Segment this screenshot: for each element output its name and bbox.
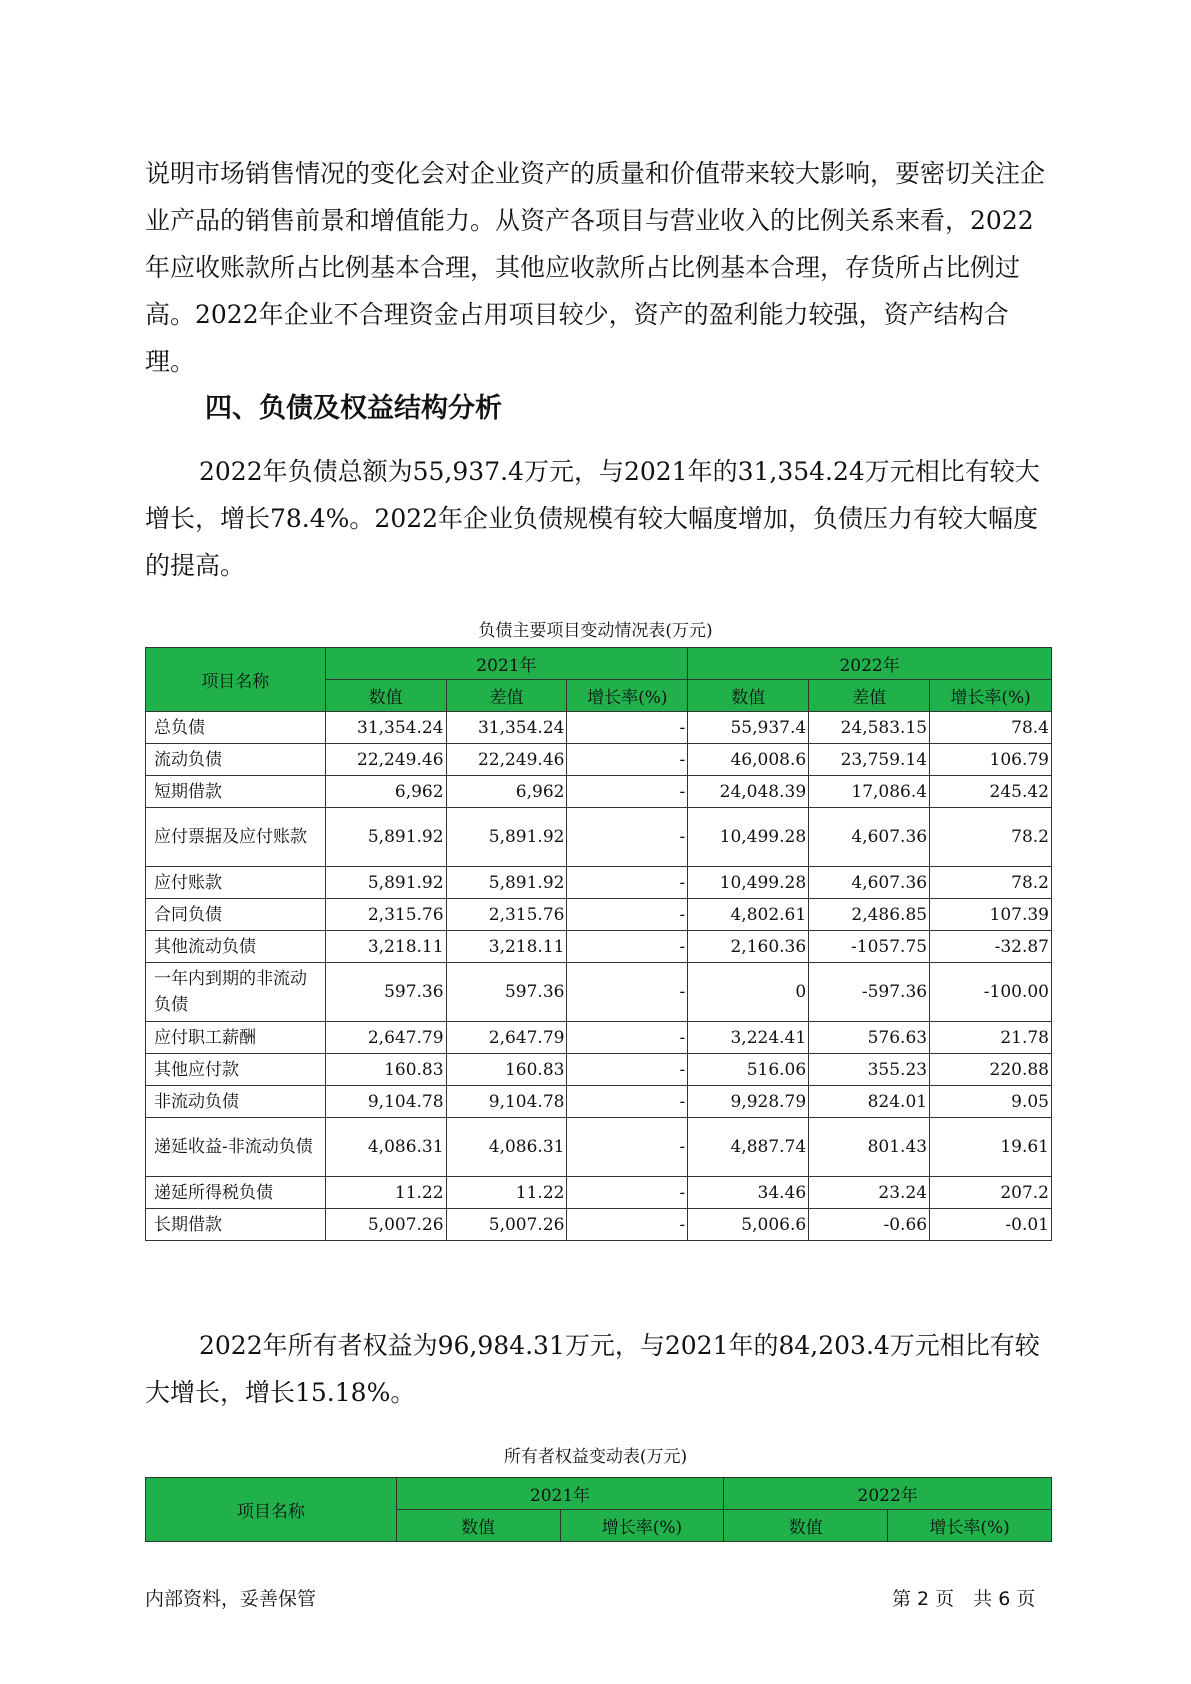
table-row xyxy=(146,744,1052,776)
cell-value-2022: 10,499.28 xyxy=(688,808,809,867)
cell-value-2021: 4,086.31 xyxy=(325,1118,446,1177)
cell-diff-2021: 2,315.76 xyxy=(446,899,567,931)
cell-diff-2022: 4,607.36 xyxy=(809,808,930,867)
cell-diff-2021: 3,218.11 xyxy=(446,931,567,963)
cell-item-name: 短期借款 xyxy=(146,776,326,808)
cell-item-name: 其他流动负债 xyxy=(146,931,326,963)
cell-value-2022: 4,887.74 xyxy=(688,1118,809,1177)
table-row xyxy=(146,776,1052,808)
cell-diff-2021: 160.83 xyxy=(446,1054,567,1086)
cell-rate-2021: - xyxy=(567,808,688,867)
equity-header-rate-2021: 增长率(%) xyxy=(560,1510,724,1542)
cell-value-2022: 55,937.4 xyxy=(688,712,809,744)
cell-item-name: 递延所得税负债 xyxy=(146,1177,326,1209)
cell-rate-2022: 220.88 xyxy=(930,1054,1052,1086)
header-value-2021: 数值 xyxy=(325,680,446,712)
cell-diff-2022: 24,583.15 xyxy=(809,712,930,744)
footer-confidential-note: 内部资料，妥善保管 xyxy=(145,1588,317,1610)
cell-diff-2021: 4,086.31 xyxy=(446,1118,567,1177)
cell-item-name: 非流动负债 xyxy=(146,1086,326,1118)
cell-value-2021: 22,249.46 xyxy=(325,744,446,776)
cell-item-name: 应付票据及应付账款 xyxy=(146,808,326,867)
section-heading: 四、负债及权益结构分析 xyxy=(205,393,502,424)
cell-value-2021: 6,962 xyxy=(325,776,446,808)
table-row xyxy=(146,1022,1052,1054)
cell-item-name: 应付职工薪酬 xyxy=(146,1022,326,1054)
cell-rate-2021: - xyxy=(567,867,688,899)
cell-value-2022: 4,802.61 xyxy=(688,899,809,931)
cell-diff-2021: 2,647.79 xyxy=(446,1022,567,1054)
cell-diff-2022: 4,607.36 xyxy=(809,867,930,899)
cell-rate-2021: - xyxy=(567,931,688,963)
cell-rate-2022: 9.05 xyxy=(930,1086,1052,1118)
cell-item-name: 合同负债 xyxy=(146,899,326,931)
cell-diff-2022: 801.43 xyxy=(809,1118,930,1177)
table-row xyxy=(146,1086,1052,1118)
cell-diff-2021: 9,104.78 xyxy=(446,1086,567,1118)
cell-diff-2022: 2,486.85 xyxy=(809,899,930,931)
cell-value-2021: 31,354.24 xyxy=(325,712,446,744)
cell-diff-2021: 5,891.92 xyxy=(446,808,567,867)
cell-rate-2022: 78.2 xyxy=(930,867,1052,899)
liabilities-table-body xyxy=(146,712,1052,1241)
cell-value-2022: 5,006.6 xyxy=(688,1209,809,1241)
header-diff-2022: 差值 xyxy=(809,680,930,712)
cell-value-2022: 34.46 xyxy=(688,1177,809,1209)
cell-diff-2021: 22,249.46 xyxy=(446,744,567,776)
table-row xyxy=(146,1054,1052,1086)
cell-rate-2022: 106.79 xyxy=(930,744,1052,776)
cell-diff-2022: 355.23 xyxy=(809,1054,930,1086)
cell-value-2022: 10,499.28 xyxy=(688,867,809,899)
table-row xyxy=(146,1209,1052,1241)
cell-value-2021: 597.36 xyxy=(325,963,446,1022)
table-caption-equity: 所有者权益变动表(万元) xyxy=(503,1447,688,1467)
cell-rate-2021: - xyxy=(567,1209,688,1241)
cell-rate-2022: -100.00 xyxy=(930,963,1052,1022)
paragraph-liability-summary: 2022年负债总额为55,937.4万元，与2021年的31,354.24万元相比有较大增长，增长78.4%。2022年企业负债规模有较大幅度增加，负债压力有较大幅度的提高。 xyxy=(145,457,1040,580)
cell-item-name: 总负债 xyxy=(146,712,326,744)
liabilities-table xyxy=(145,647,1052,1241)
cell-rate-2021: - xyxy=(567,963,688,1022)
footer-page-number: 第 2 页 共 6 页 xyxy=(892,1588,1036,1610)
cell-diff-2022: -597.36 xyxy=(809,963,930,1022)
table-row xyxy=(146,963,1052,1022)
cell-diff-2022: 23,759.14 xyxy=(809,744,930,776)
cell-value-2021: 3,218.11 xyxy=(325,931,446,963)
cell-rate-2022: -0.01 xyxy=(930,1209,1052,1241)
equity-table xyxy=(145,1477,1052,1542)
equity-header-item-name: 项目名称 xyxy=(146,1478,397,1542)
cell-diff-2021: 31,354.24 xyxy=(446,712,567,744)
cell-rate-2021: - xyxy=(567,1054,688,1086)
cell-rate-2022: 21.78 xyxy=(930,1022,1052,1054)
table-row xyxy=(146,1177,1052,1209)
cell-rate-2021: - xyxy=(567,899,688,931)
paragraph-asset-analysis: 说明市场销售情况的变化会对企业资产的质量和价值带来较大影响，要密切关注企业产品的销售前景和增值能力。从资产各项目与营业收入的比例关系来看，2022年应收账款所占比例基本合理，其他应收款所占比例基本合理，存货所占比例过高。2022年企业不合理资金占用项目较少，资产的盈利能力较强，资产结构合理。 xyxy=(145,159,1046,376)
cell-rate-2021: - xyxy=(567,1022,688,1054)
header-value-2022: 数值 xyxy=(688,680,809,712)
cell-diff-2021: 5,891.92 xyxy=(446,867,567,899)
header-year-2021: 2021年 xyxy=(325,648,688,680)
cell-diff-2021: 11.22 xyxy=(446,1177,567,1209)
table-row xyxy=(146,899,1052,931)
cell-item-name: 应付账款 xyxy=(146,867,326,899)
cell-item-name: 其他应付款 xyxy=(146,1054,326,1086)
cell-value-2021: 9,104.78 xyxy=(325,1086,446,1118)
cell-value-2022: 0 xyxy=(688,963,809,1022)
cell-value-2021: 5,007.26 xyxy=(325,1209,446,1241)
cell-value-2021: 11.22 xyxy=(325,1177,446,1209)
cell-rate-2022: 78.4 xyxy=(930,712,1052,744)
cell-rate-2021: - xyxy=(567,712,688,744)
cell-rate-2021: - xyxy=(567,1177,688,1209)
cell-value-2021: 2,647.79 xyxy=(325,1022,446,1054)
cell-value-2022: 9,928.79 xyxy=(688,1086,809,1118)
equity-header-value-2022: 数值 xyxy=(724,1510,888,1542)
cell-value-2021: 5,891.92 xyxy=(325,867,446,899)
header-diff-2021: 差值 xyxy=(446,680,567,712)
cell-value-2022: 516.06 xyxy=(688,1054,809,1086)
cell-rate-2022: 245.42 xyxy=(930,776,1052,808)
cell-diff-2022: -1057.75 xyxy=(809,931,930,963)
cell-value-2022: 24,048.39 xyxy=(688,776,809,808)
cell-rate-2021: - xyxy=(567,1118,688,1177)
table-row xyxy=(146,1118,1052,1177)
paragraph-equity-summary: 2022年所有者权益为96,984.31万元，与2021年的84,203.4万元相比有较大增长，增长15.18%。 xyxy=(145,1331,1040,1407)
cell-value-2021: 2,315.76 xyxy=(325,899,446,931)
cell-diff-2021: 6,962 xyxy=(446,776,567,808)
table-row xyxy=(146,808,1052,867)
equity-header-rate-2022: 增长率(%) xyxy=(888,1510,1052,1542)
equity-header-year-2021: 2021年 xyxy=(396,1478,724,1510)
header-year-2022: 2022年 xyxy=(688,648,1052,680)
cell-item-name: 递延收益-非流动负债 xyxy=(146,1118,326,1177)
cell-rate-2022: 78.2 xyxy=(930,808,1052,867)
cell-rate-2022: 207.2 xyxy=(930,1177,1052,1209)
cell-rate-2021: - xyxy=(567,744,688,776)
cell-value-2021: 160.83 xyxy=(325,1054,446,1086)
cell-diff-2022: 576.63 xyxy=(809,1022,930,1054)
table-row xyxy=(146,867,1052,899)
cell-value-2022: 2,160.36 xyxy=(688,931,809,963)
cell-value-2022: 46,008.6 xyxy=(688,744,809,776)
cell-diff-2021: 5,007.26 xyxy=(446,1209,567,1241)
cell-item-name: 长期借款 xyxy=(146,1209,326,1241)
header-item-name: 项目名称 xyxy=(146,648,326,712)
cell-rate-2021: - xyxy=(567,1086,688,1118)
equity-header-year-2022: 2022年 xyxy=(724,1478,1052,1510)
cell-diff-2022: 17,086.4 xyxy=(809,776,930,808)
cell-diff-2022: 23.24 xyxy=(809,1177,930,1209)
cell-item-name: 流动负债 xyxy=(146,744,326,776)
cell-rate-2022: -32.87 xyxy=(930,931,1052,963)
table-caption-liabilities: 负债主要项目变动情况表(万元) xyxy=(478,621,713,641)
table-row xyxy=(146,712,1052,744)
cell-diff-2021: 597.36 xyxy=(446,963,567,1022)
cell-value-2021: 5,891.92 xyxy=(325,808,446,867)
cell-rate-2021: - xyxy=(567,776,688,808)
cell-value-2022: 3,224.41 xyxy=(688,1022,809,1054)
cell-diff-2022: -0.66 xyxy=(809,1209,930,1241)
header-rate-2021: 增长率(%) xyxy=(567,680,688,712)
cell-rate-2022: 19.61 xyxy=(930,1118,1052,1177)
header-rate-2022: 增长率(%) xyxy=(930,680,1052,712)
cell-item-name: 一年内到期的非流动负债 xyxy=(146,963,326,1022)
cell-rate-2022: 107.39 xyxy=(930,899,1052,931)
cell-diff-2022: 824.01 xyxy=(809,1086,930,1118)
table-row xyxy=(146,931,1052,963)
equity-header-value-2021: 数值 xyxy=(396,1510,560,1542)
